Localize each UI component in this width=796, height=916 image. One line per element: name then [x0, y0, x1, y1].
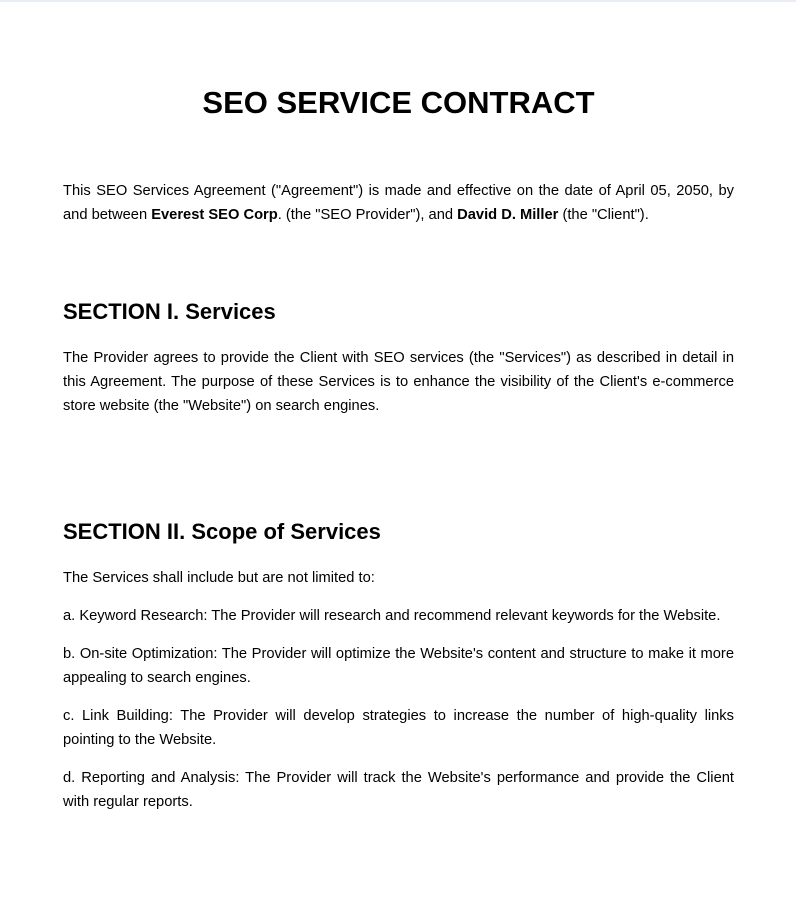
provider-name: Everest SEO Corp: [151, 207, 278, 223]
intro-paragraph: [63, 179, 734, 227]
scope-item-d: d. Reporting and Analysis: The Provider will track the Website's performance and provide the Client with regular reports.: [63, 770, 734, 810]
section-ii-heading: SECTION II. Scope of Services: [63, 519, 381, 544]
intro-text-segment: This SEO Services Agreement ("Agreement") is made and effective on the date of April 05, 2050, by and between: [63, 183, 734, 223]
services-description-paragraph: The Provider agrees to provide the Client with SEO services (the "Services") as described in detail in this Agreement. The purpose of these Services is to enhance the visibility of the Client's e-commerce store website (the "Website") on search engines.: [63, 350, 734, 414]
scope-item-c: c. Link Building: The Provider will develop strategies to increase the number of high-quality links pointing to the Website.: [63, 708, 734, 748]
scope-item-a: a. Keyword Research: The Provider will research and recommend relevant keywords for the Website.: [63, 608, 721, 624]
scope-item-b: b. On-site Optimization: The Provider will optimize the Website's content and structure to make it more appealing to search engines.: [63, 646, 734, 686]
intro-text-segment: . (the "SEO Provider"), and: [277, 207, 458, 223]
scope-intro-paragraph: The Services shall include but are not limited to:: [63, 570, 375, 586]
document-title: SEO SERVICE CONTRACT: [202, 85, 595, 120]
section-services: [63, 298, 734, 418]
section-i-heading: SECTION I. Services: [63, 299, 276, 324]
viewport-top-edge: [0, 0, 796, 2]
section-scope: [63, 518, 734, 814]
intro-text-segment: (the "Client").: [558, 207, 649, 223]
client-name: David D. Miller: [457, 207, 559, 223]
